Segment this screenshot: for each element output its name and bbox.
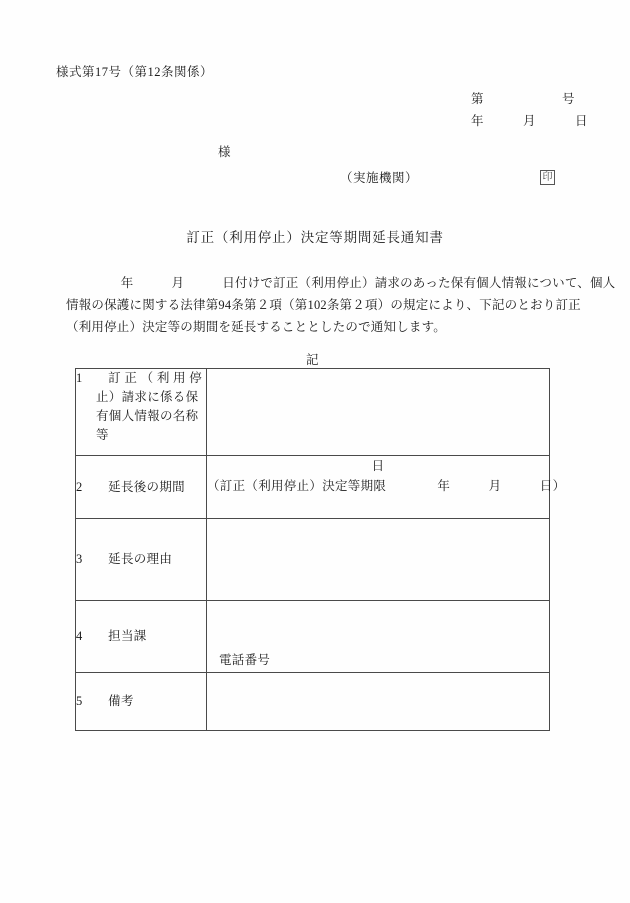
table-row: [76, 673, 550, 731]
row-value-extended-period[interactable]: [207, 456, 566, 519]
body-paragraph: [66, 272, 616, 338]
row-label-extension-reason: [76, 519, 207, 601]
label-line: 有個人情報の名称: [96, 409, 199, 423]
label-line: 3 延長の理由: [76, 552, 173, 566]
form-number: 様式第17号（第12条関係）: [56, 65, 214, 79]
row-value-remarks[interactable]: [207, 673, 550, 731]
extended-period-deadline: （訂正（利用停止）決定等期限 年 月 日）: [207, 479, 566, 493]
label-line: 等: [96, 428, 109, 442]
table-row: [76, 369, 550, 456]
details-table: [75, 368, 566, 731]
extended-period-day: 日: [371, 459, 385, 473]
row-value-subject-information[interactable]: [207, 369, 550, 456]
document-meta-block: [471, 88, 588, 132]
row-label-responsible-division: [76, 601, 207, 673]
row-label-remarks: [76, 673, 207, 731]
issuing-agency-label: （実施機関）: [340, 171, 419, 185]
issuing-agency-row: [340, 168, 555, 186]
body-line-2: 情報の保護に関する法律第94条第２項（第102条第２項）の規定により、下記のとおり訂正: [66, 298, 581, 312]
ki-marker: 記: [305, 353, 319, 367]
row-label-subject-information: [76, 369, 207, 456]
label-line: 4 担当課: [76, 629, 147, 643]
label-line: 止）請求に係る保: [96, 390, 199, 404]
label-line: 2 延長後の期間: [76, 479, 185, 494]
phone-number-label: 電話番号: [219, 653, 271, 667]
row-value-responsible-division[interactable]: [207, 601, 550, 673]
page-title: 訂正（利用停止）決定等期間延長通知書: [186, 230, 444, 245]
row-label-extended-period: [76, 456, 207, 519]
addressee-honorific: 様: [218, 145, 232, 159]
body-line-3: （利用停止）決定等の期間を延長することとしたので通知します。: [66, 320, 447, 334]
document-number-line: 第 号: [470, 92, 575, 106]
body-line-1: 年 月 日付けで訂正（利用停止）請求のあった保有個人情報について、個人: [108, 276, 616, 290]
table-row: [76, 519, 550, 601]
label-line: 5 備考: [76, 694, 134, 708]
seal-stamp-icon: 印: [540, 170, 555, 185]
label-line: 1 訂 正 （ 利 用 停: [76, 371, 203, 385]
document-date-line: 年 月 日: [470, 114, 588, 128]
row-value-extension-reason[interactable]: [207, 519, 550, 601]
table-row: [76, 601, 550, 673]
table-row: [76, 456, 550, 519]
